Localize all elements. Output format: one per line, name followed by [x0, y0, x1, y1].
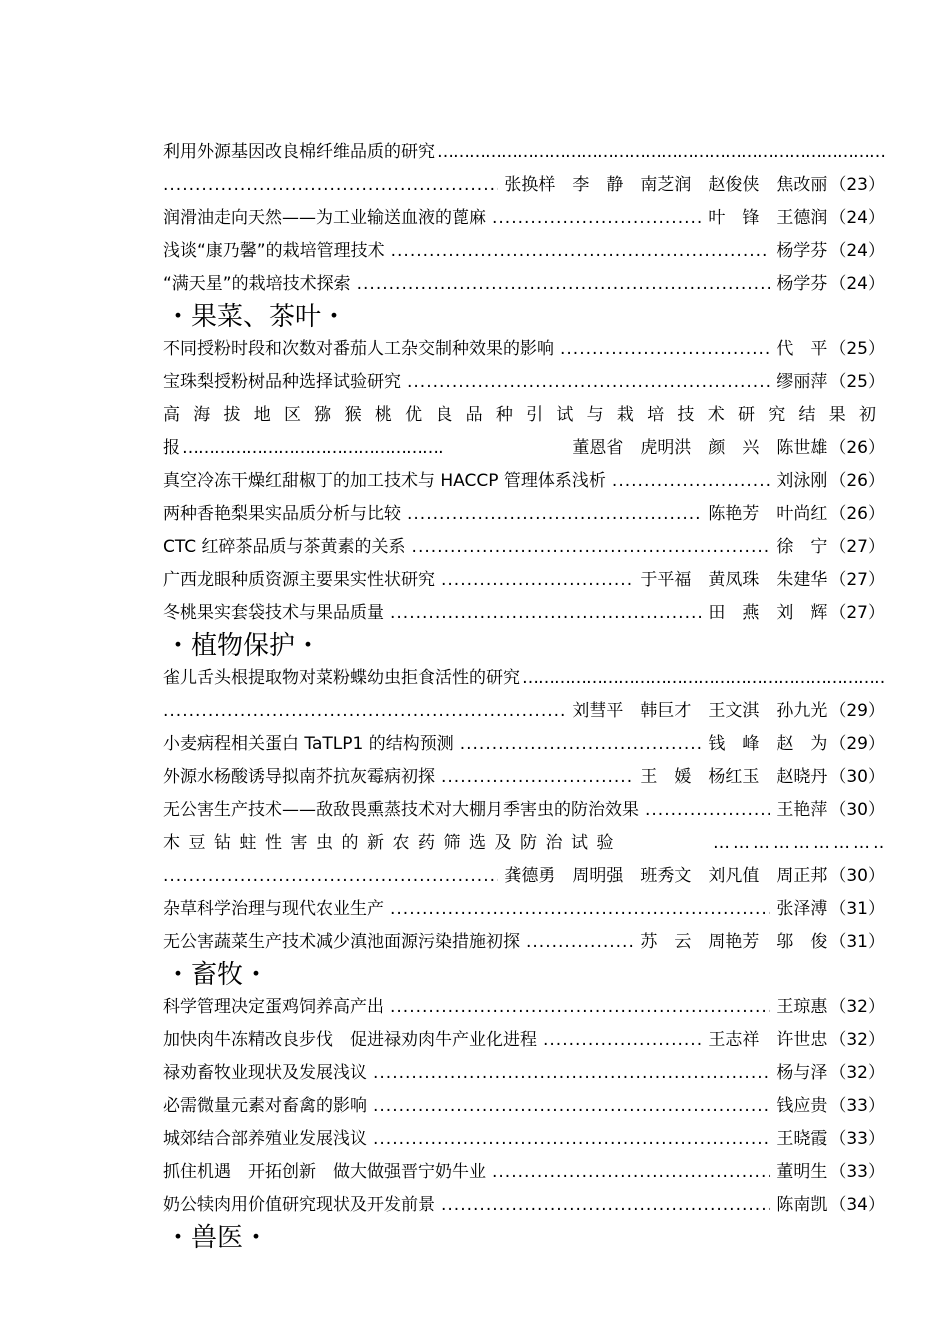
leader-dots: [437, 136, 885, 169]
toc-entry[interactable]: [163, 531, 885, 564]
entry-title: 两种香艳梨果实品质分析与比较: [163, 504, 401, 524]
leader-dots: [526, 926, 634, 959]
entry-page: （29）: [829, 701, 885, 721]
entry-page: （32）: [829, 997, 885, 1017]
entry-title: 外源水杨酸诱导拟南芥抗灰霉病初探: [163, 767, 435, 787]
entry-title: 抓住机遇 开拓创新 做大做强晋宁奶牛业: [163, 1162, 486, 1182]
entry-title: 不同授粉时段和次数对番茄人工杂交制种效果的影响: [163, 339, 554, 359]
leader-dots: [407, 498, 702, 531]
entry-title: 无公害蔬菜生产技术减少滇池面源污染措施初探: [163, 932, 520, 952]
leader-dots: [390, 597, 702, 630]
entry-page: （27）: [829, 570, 885, 590]
entry-title: 木豆钻蛀性害虫的新农药筛选及防治试验: [163, 833, 622, 853]
entry-authors: 王志祥 许世忠: [708, 1030, 828, 1050]
entry-page: （32）: [829, 1030, 885, 1050]
toc-entry[interactable]: [163, 564, 885, 597]
leader-dots: [373, 1057, 770, 1090]
section-heading: ・兽医・: [165, 1223, 270, 1253]
entry-title: 报: [163, 438, 180, 458]
entry-page: （29）: [829, 734, 885, 754]
leader-dots: [713, 827, 885, 860]
entry-authors: 董明生: [776, 1162, 828, 1182]
toc-entry[interactable]: [163, 432, 885, 465]
toc-section: [163, 333, 885, 630]
entry-page: （33）: [829, 1096, 885, 1116]
toc-entry[interactable]: [163, 465, 885, 498]
leader-dots: [182, 432, 442, 465]
leader-dots: [357, 268, 771, 301]
leader-dots: [163, 860, 498, 893]
entry-authors: 杨与泽: [776, 1063, 828, 1083]
leader-dots: [543, 1024, 702, 1057]
entry-authors: 王晓霞: [776, 1129, 828, 1149]
toc-section: [163, 991, 885, 1222]
entry-authors: 杨学芬: [776, 241, 828, 261]
entry-page: （30）: [829, 767, 885, 787]
leader-dots: [441, 761, 634, 794]
leader-dots: [163, 695, 566, 728]
entry-authors: 叶 锋 王德润: [708, 208, 828, 228]
leader-dots: [373, 1123, 770, 1156]
toc-entry[interactable]: [163, 1123, 885, 1156]
entry-title: 城郊结合部养殖业发展浅议: [163, 1129, 367, 1149]
toc-entry[interactable]: [163, 926, 885, 959]
entry-title: 必需微量元素对畜禽的影响: [163, 1096, 367, 1116]
entry-page: （26）: [829, 504, 885, 524]
entry-authors: 王艳萍: [776, 800, 828, 820]
leader-dots: [645, 794, 770, 827]
entry-authors: 刘泳刚: [776, 471, 828, 491]
entry-title: 科学管理决定蛋鸡饲养高产出: [163, 997, 384, 1017]
toc-entry[interactable]: [163, 1156, 885, 1189]
entry-title: 宝珠梨授粉树品种选择试验研究: [163, 372, 401, 392]
leader-dots: [560, 333, 770, 366]
entry-page: （33）: [829, 1162, 885, 1182]
leader-dots: [612, 465, 770, 498]
toc-entry[interactable]: [163, 794, 885, 827]
entry-title: 润滑油走向天然——为工业输送血液的蓖麻: [163, 208, 486, 228]
leader-dots: [522, 662, 885, 695]
entry-title: 加快肉牛冻精改良步伐 促进禄劝肉牛产业化进程: [163, 1030, 537, 1050]
entry-title: 禄劝畜牧业现状及发展浅议: [163, 1063, 367, 1083]
entry-page: （30）: [829, 866, 885, 886]
entry-title: 小麦病程相关蛋白 TaTLP1 的结构预测: [163, 734, 454, 754]
toc-entry[interactable]: [163, 728, 885, 761]
entry-authors: 张换样 李 静 南芝润 赵俊侠 焦改丽: [504, 175, 828, 195]
leader-dots: [412, 531, 771, 564]
entry-page: （26）: [829, 438, 885, 458]
toc-section: [163, 136, 885, 301]
entry-title: 无公害生产技术——敌敌畏熏蒸技术对大棚月季害虫的防治效果: [163, 800, 639, 820]
entry-authors: 王琼惠: [776, 997, 828, 1017]
entry-page: （31）: [829, 899, 885, 919]
entry-authors: 王 媛 杨红玉 赵晓丹: [640, 767, 828, 787]
entry-authors: 田 燕 刘 辉: [708, 603, 828, 623]
leader-dots: [407, 366, 770, 399]
entry-page: （30）: [829, 800, 885, 820]
toc-entry[interactable]: [163, 169, 885, 202]
leader-dots: [390, 893, 770, 926]
toc-entry[interactable]: [163, 695, 885, 728]
entry-page: （25）: [829, 372, 885, 392]
leader-dots: [441, 564, 634, 597]
leader-dots: [492, 202, 702, 235]
section-heading: ・植物保护・: [165, 631, 322, 661]
section-heading: ・畜牧・: [165, 960, 270, 990]
entry-title: 真空冷冻干燥红甜椒丁的加工技术与 HACCP 管理体系浅析: [163, 471, 606, 491]
entry-title: 利用外源基因改良棉纤维品质的研究: [163, 142, 435, 162]
entry-title: 杂草科学治理与现代农业生产: [163, 899, 384, 919]
toc-entry[interactable]: [163, 202, 885, 235]
entry-title: 浅谈“康乃馨”的栽培管理技术: [163, 241, 385, 261]
entry-authors: 于平福 黄凤珠 朱建华: [640, 570, 828, 590]
entry-page: （23）: [829, 175, 885, 195]
toc-section: [163, 662, 885, 959]
toc-entry[interactable]: [163, 860, 885, 893]
entry-authors: 张泽溥: [776, 899, 828, 919]
entry-authors: 徐 宁: [776, 537, 828, 557]
entry-title: 冬桃果实套袋技术与果品质量: [163, 603, 384, 623]
leader-dots: [390, 991, 770, 1024]
toc-entry[interactable]: [163, 1090, 885, 1123]
leader-dots: [441, 1189, 770, 1222]
entry-authors: 缪丽萍: [776, 372, 828, 392]
entry-authors: 钱 峰 赵 为: [708, 734, 828, 754]
entry-title: “满天星”的栽培技术探索: [163, 274, 351, 294]
leader-dots: [460, 728, 703, 761]
entry-authors: 杨学芬: [776, 274, 828, 294]
toc-entry[interactable]: [163, 235, 885, 268]
leader-dots: [373, 1090, 770, 1123]
toc-entry[interactable]: [163, 1189, 885, 1222]
entry-page: （34）: [829, 1195, 885, 1215]
table-of-contents: [163, 136, 885, 1254]
toc-entry[interactable]: [163, 1057, 885, 1090]
toc-entry[interactable]: [163, 498, 885, 531]
entry-authors: 刘彗平 韩巨才 王文淇 孙九光: [572, 701, 828, 721]
toc-entry-title-line[interactable]: [163, 662, 885, 695]
entry-page: （33）: [829, 1129, 885, 1149]
entry-page: （32）: [829, 1063, 885, 1083]
entry-page: （24）: [829, 274, 885, 294]
entry-page: （31）: [829, 932, 885, 952]
entry-page: （27）: [829, 537, 885, 557]
entry-authors: 龚德勇 周明强 班秀文 刘凡值 周正邦: [504, 866, 828, 886]
entry-authors: 苏 云 周艳芳 邬 俊: [640, 932, 828, 952]
leader-dots: [391, 235, 771, 268]
toc-entry[interactable]: [163, 991, 885, 1024]
entry-title: 广西龙眼种质资源主要果实性状研究: [163, 570, 435, 590]
entry-page: （26）: [829, 471, 885, 491]
entry-page: （24）: [829, 241, 885, 261]
entry-title: 高海拔地区猕猴桃优良品种引试与栽培技术研究结果初: [163, 405, 885, 425]
entry-page: （24）: [829, 208, 885, 228]
toc-entry[interactable]: [163, 268, 885, 301]
toc-entry[interactable]: [163, 597, 885, 630]
toc-entry-title-line[interactable]: [163, 827, 885, 860]
toc-entry[interactable]: [163, 761, 885, 794]
entry-authors: 代 平: [776, 339, 828, 359]
leader-dots: [492, 1156, 770, 1189]
entry-authors: 陈南凯: [776, 1195, 828, 1215]
leader-dots: [163, 169, 498, 202]
toc-entry[interactable]: [163, 333, 885, 366]
entry-authors: 钱应贵: [776, 1096, 828, 1116]
entry-authors: 陈艳芳 叶尚红: [708, 504, 828, 524]
toc-entry[interactable]: [163, 366, 885, 399]
toc-entry-title-line[interactable]: [163, 399, 885, 432]
entry-title: CTC 红碎茶品质与茶黄素的关系: [163, 537, 406, 557]
entry-authors: 董恩省 虎明洪 颜 兴 陈世雄: [572, 438, 828, 458]
toc-entry-title-line[interactable]: [163, 136, 885, 169]
entry-page: （27）: [829, 603, 885, 623]
toc-entry[interactable]: [163, 893, 885, 926]
entry-page: （25）: [829, 339, 885, 359]
toc-entry[interactable]: [163, 1024, 885, 1057]
entry-title: 雀儿舌头根提取物对菜粉蝶幼虫拒食活性的研究: [163, 668, 520, 688]
section-heading: ・果菜、茶叶・: [165, 302, 348, 332]
entry-title: 奶公犊肉用价值研究现状及开发前景: [163, 1195, 435, 1215]
